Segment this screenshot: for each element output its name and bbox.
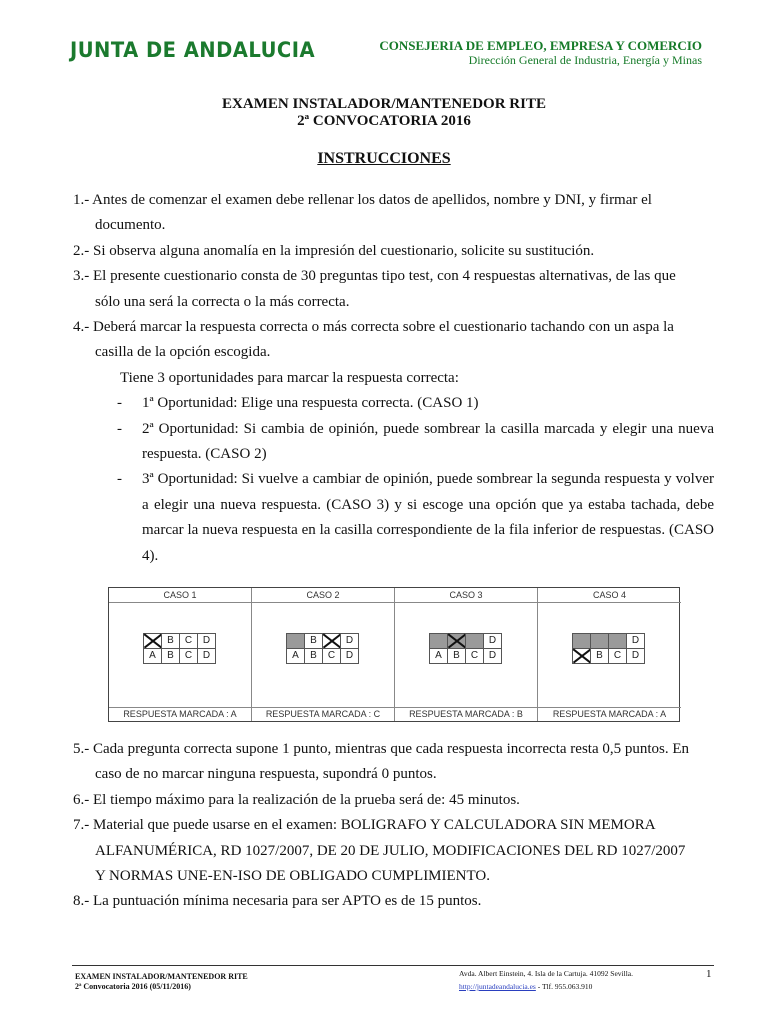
answer-grid [286, 633, 358, 663]
footer-contact [459, 980, 633, 993]
answer-cell: A [429, 648, 448, 664]
instruction-2: 2.- Si observa alguna anomalía en la impresión del cuestionario, solicite su sustitución. [73, 242, 595, 259]
instruction-1-line-1: 1.- Antes de comenzar el examen debe rellenar los datos de apellidos, nombre y DNI, y firmar el [73, 192, 652, 208]
opportunities-intro: Tiene 3 oportunidades para marcar la respuesta correcta: [120, 369, 459, 386]
page-number: 1 [706, 968, 712, 980]
instruction-4-line-1: 4.- Deberá marcar la respuesta correcta o más correcta sobre el cuestionario tachando con un aspa la [73, 319, 674, 336]
footer-address: Avda. Albert Einstein, 4. Isla de la Cartuja. 41092 Sevilla. [459, 969, 633, 978]
answer-grid [143, 633, 215, 663]
answer-cell [572, 633, 591, 649]
answer-cell: D [197, 648, 216, 664]
case-marked-answer: RESPUESTA MARCADA : A [538, 707, 681, 721]
answer-cell: C [179, 633, 198, 649]
department-name: CONSEJERIA DE EMPLEO, EMPRESA Y COMERCIO [379, 38, 702, 53]
instruction-3-line-1: 3.- El presente cuestionario consta de 30 preguntas tipo test, con 4 respuestas alternativas, de las que [73, 268, 676, 285]
instruction-4 [73, 315, 714, 366]
instruction-8: 8.- La puntuación mínima necesaria para ser APTO es de 15 puntos. [73, 893, 482, 910]
case-title: CASO 2 [252, 588, 394, 603]
answer-cell [465, 633, 484, 649]
answer-cell: C [608, 648, 627, 664]
bullet-dash: - [117, 471, 122, 488]
answer-row-top [286, 633, 358, 648]
answer-cases-figure [108, 587, 680, 722]
instruction-1 [73, 188, 714, 239]
answer-cell: A [143, 648, 162, 664]
answer-cell [143, 633, 162, 649]
answer-cell: C [179, 648, 198, 664]
answer-cell [572, 648, 591, 664]
instruction-7-line-1: 7.- Material que puede usarse en el examen: BOLIGRAFO Y CALCULADORA SIN MEMORA [73, 817, 656, 834]
case-marked-answer: RESPUESTA MARCADA : A [109, 707, 251, 721]
title-line-2: 2ª CONVOCATORIA 2016 [297, 113, 471, 129]
footer-divider [72, 965, 714, 966]
answer-case [538, 588, 681, 721]
answer-cell: D [483, 648, 502, 664]
instruction-7-line-3: Y NORMAS UNE-EN-ISO DE OBLIGADO CUMPLIMIENTO. [95, 868, 490, 885]
answer-cell: D [483, 633, 502, 649]
title-line-1: EXAMEN INSTALADOR/MANTENEDOR RITE [222, 96, 546, 112]
answer-cell [322, 633, 341, 649]
footer-phone: - Tlf. 955.063.910 [535, 982, 593, 991]
opportunity-1 [73, 391, 714, 416]
website-link[interactable]: http://juntadeandalucia.es [459, 982, 536, 991]
footer-right [459, 967, 633, 993]
answer-row-top [429, 633, 501, 648]
opportunity-3-text: 3ª Oportunidad: Si vuelve a cambiar de opinión, puede sombrear la segunda respuesta y volver a elegir una nueva respuesta. (CASO 3) y si escoge una opción que ya estaba tachada, debe marcar la nueva respuesta en la casilla correspondiente de la fila inferior de respuestas. (CASO 4). [142, 471, 714, 564]
instruction-5-line-2: caso de no marcar ninguna respuesta, supondrá 0 puntos. [95, 766, 437, 783]
answer-cell: C [322, 648, 341, 664]
instruction-1-line-2: documento. [95, 217, 166, 234]
header-right [379, 38, 702, 67]
instruction-5-line-1: 5.- Cada pregunta correcta supone 1 punto, mientras que cada respuesta incorrecta resta 0,5 puntos. En [73, 741, 690, 757]
instruction-5 [73, 737, 714, 788]
answer-cell [608, 633, 627, 649]
instruction-7 [73, 813, 714, 889]
case-title: CASO 1 [109, 588, 251, 603]
case-title: CASO 3 [395, 588, 537, 603]
opportunity-1-text: 1ª Oportunidad: Elige una respuesta correcta. (CASO 1) [142, 395, 479, 412]
opportunity-2-text: 2ª Oportunidad: Si cambia de opinión, puede sombrear la casilla marcada y elegir una nueva respuesta. (CASO 2) [142, 420, 714, 463]
instructions-body-continued [73, 737, 714, 915]
answer-row-bottom [143, 648, 215, 663]
case-marked-answer: RESPUESTA MARCADA : C [252, 707, 394, 721]
instruction-3 [73, 264, 714, 315]
answer-row-bottom [572, 648, 644, 663]
answer-cell: B [161, 648, 180, 664]
answer-cell [447, 633, 466, 649]
answer-cell: A [286, 648, 305, 664]
answer-cell: B [161, 633, 180, 649]
document-title [0, 96, 768, 130]
answer-cell: B [590, 648, 609, 664]
answer-grid [429, 633, 501, 663]
answer-case [395, 588, 538, 721]
answer-row-bottom [286, 648, 358, 663]
footer-exam-title: EXAMEN INSTALADOR/MANTENEDOR RITE [75, 972, 248, 981]
answer-case [109, 588, 252, 721]
opportunity-3 [73, 467, 714, 569]
instruction-6: 6.- El tiempo máximo para la realización de la prueba será de: 45 minutos. [73, 791, 520, 808]
footer-left [75, 972, 248, 992]
instructions-body [73, 188, 714, 569]
footer-exam-date: 2ª Convocatoria 2016 (05/11/2016) [75, 982, 191, 991]
directorate-name: Dirección General de Industria, Energía y Minas [468, 53, 702, 67]
answer-row-top [572, 633, 644, 648]
case-marked-answer: RESPUESTA MARCADA : B [395, 707, 537, 721]
case-title: CASO 4 [538, 588, 681, 603]
bullet-dash: - [117, 420, 122, 437]
answer-grid [572, 633, 644, 663]
logo: JUNTA DE ANDALUCIA [70, 38, 316, 62]
instruction-4-line-2: casilla de la opción escogida. [95, 344, 271, 361]
opportunity-2 [73, 417, 714, 468]
answer-cell: C [465, 648, 484, 664]
bullet-dash: - [117, 395, 122, 412]
answer-cell: D [626, 648, 645, 664]
answer-cell: D [626, 633, 645, 649]
answer-row-bottom [429, 648, 501, 663]
answer-case [252, 588, 395, 721]
answer-cell: B [304, 648, 323, 664]
instruction-3-line-2: sólo una será la correcta o la más correcta. [95, 293, 350, 310]
answer-cell [429, 633, 448, 649]
answer-cell: B [304, 633, 323, 649]
answer-cell: D [340, 648, 359, 664]
answer-cell: B [447, 648, 466, 664]
answer-cell: D [197, 633, 216, 649]
answer-cell: D [340, 633, 359, 649]
answer-cell [286, 633, 305, 649]
answer-cell [590, 633, 609, 649]
answer-row-top [143, 633, 215, 648]
instructions-heading: INSTRUCCIONES [317, 150, 451, 167]
instruction-7-line-2: ALFANUMÉRICA, RD 1027/2007, DE 20 DE JULIO, MODIFICACIONES DEL RD 1027/2007 [95, 842, 686, 859]
